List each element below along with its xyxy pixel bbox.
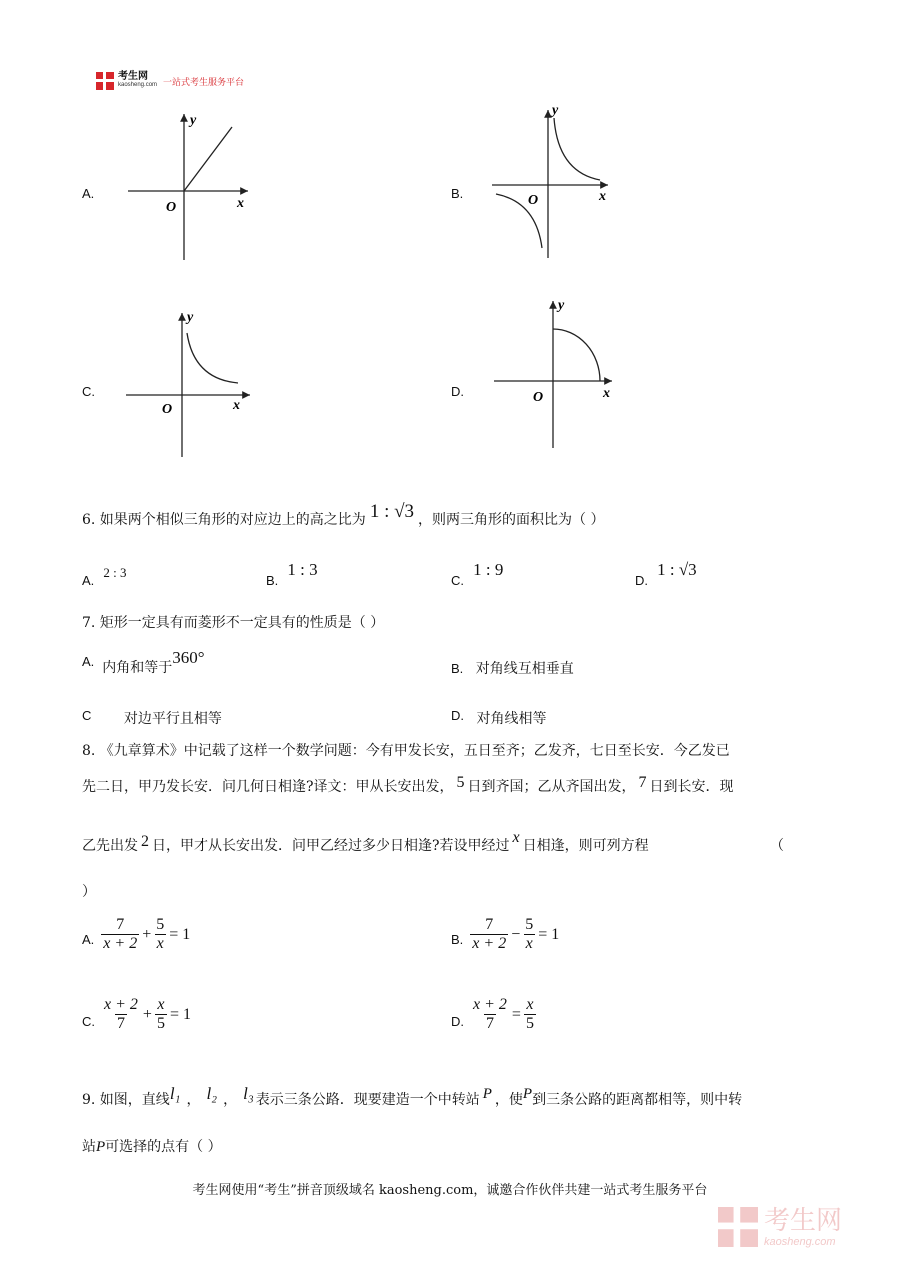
- q6-d-letter: D.: [635, 573, 648, 588]
- denominator: x + 2: [472, 935, 507, 952]
- q9-l3: l₃: [243, 1084, 254, 1103]
- fraction: [102, 996, 140, 1033]
- q8-line2-b: 日到齐国；乙从齐国出发，: [467, 779, 636, 795]
- fraction: [101, 916, 139, 953]
- hyperbola-branch-1: [554, 118, 600, 180]
- denominator: x: [156, 935, 164, 952]
- q6-a-value: 2 : 3: [103, 565, 127, 580]
- q7-a-value: 360°: [172, 648, 205, 667]
- x-label: x: [599, 189, 606, 204]
- q6-b-letter: B.: [266, 573, 279, 588]
- graph-b: [488, 100, 618, 260]
- origin-label: O: [162, 402, 173, 417]
- denominator: 7: [485, 1015, 494, 1032]
- q9-line1-b: 表示三条公路．现要建造一个中转站: [255, 1092, 480, 1108]
- q8-d-letter: D.: [451, 1014, 464, 1029]
- q7-b-letter: B.: [451, 661, 464, 676]
- brand-url: kaosheng.com: [118, 82, 158, 88]
- q8-line2-n1: 5: [456, 774, 465, 791]
- graph-b-letter: B.: [451, 186, 464, 201]
- fraction: [523, 916, 535, 953]
- q6-c-value: 1 : 9: [473, 560, 504, 579]
- q8-line3-var: x: [512, 829, 520, 846]
- q8-option-a: [82, 916, 190, 953]
- q6-suffix: ，则两三角形的面积比为（ ）: [418, 512, 605, 528]
- q9-line1: 9. 如图，直线 l₁ ， l₂ ， l₃ 表示三条公路．现要建造一个中转站 P ，使 P 到三条公路的距离都相等，则中转: [82, 1084, 743, 1108]
- q9-p-2: P: [522, 1086, 533, 1102]
- q6-option-b: [266, 560, 318, 588]
- q8-option-c: [82, 996, 191, 1033]
- q8-c-letter: C.: [82, 1014, 95, 1029]
- q7-option-b: [451, 659, 574, 679]
- q8-paren-open: （: [770, 838, 784, 854]
- numerator: 7: [485, 916, 494, 933]
- q6-b-value: 1 : 3: [287, 560, 318, 579]
- q8-option-b: [451, 916, 559, 953]
- q7-option-a: [82, 648, 205, 676]
- q9-line1-d: 到三条公路的距离都相等，则中转: [532, 1092, 743, 1108]
- q7-b-text: 对角线互相垂直: [475, 661, 574, 677]
- y-label: y: [552, 103, 559, 118]
- q9-p: P: [482, 1086, 492, 1102]
- q6-option-a: [82, 562, 127, 588]
- denominator: 5: [156, 1015, 165, 1032]
- denominator: 7: [116, 1015, 125, 1032]
- header-logo: [96, 72, 244, 90]
- q8-line2-a: 先二日，甲乃发长安．问几何日相逢?译文：甲从长安出发，: [82, 779, 454, 795]
- q8-paren-close: ）: [82, 884, 96, 900]
- operator: =: [511, 1005, 521, 1023]
- operator: +: [142, 925, 152, 943]
- q6-ratio: 1 : √3: [369, 501, 415, 522]
- q8-line3-a: 乙先出发: [82, 838, 138, 854]
- q9-line1-a: 9. 如图，直线: [82, 1092, 170, 1108]
- q7-option-d: [451, 706, 546, 726]
- origin-label: O: [528, 193, 539, 208]
- q9-line2-a: 站: [82, 1139, 96, 1155]
- operator: −: [511, 925, 521, 943]
- numerator: 5: [525, 916, 534, 933]
- q8-line2-n2: 7: [638, 774, 647, 791]
- watermark-logo-icon: [718, 1207, 758, 1247]
- q9-l1: l₁: [169, 1084, 181, 1103]
- q6-d-value: 1 : √3: [657, 560, 697, 579]
- numerator: x: [157, 996, 165, 1013]
- brand-name: 考生网: [118, 71, 148, 82]
- watermark-brand: 考生网: [764, 1206, 843, 1236]
- q6-stem: [82, 501, 605, 530]
- q7-option-c: [82, 706, 222, 726]
- operator: +: [142, 1005, 152, 1023]
- numerator: x + 2: [473, 996, 507, 1013]
- footer-text: 考生网使用“考生”拼音顶级域名 kaosheng.com，诚邀合作伙伴共建一站式考生服务平台: [192, 1183, 708, 1198]
- rhs: = 1: [169, 925, 191, 943]
- rhs: = 1: [538, 925, 560, 943]
- q6-c-letter: C.: [451, 573, 464, 588]
- q6-option-d: [635, 560, 697, 588]
- origin-label: O: [166, 200, 177, 215]
- numerator: x: [526, 996, 534, 1013]
- q8-line1: 8. 《九章算术》中记载了这样一个数学问题：今有甲发长安，五日至齐；乙发齐，七日至长安．今乙发已: [82, 743, 730, 759]
- q8-option-d: [451, 996, 536, 1033]
- q7-c-letter: C: [82, 708, 92, 723]
- x-label: x: [237, 196, 244, 211]
- q7-a-letter: A.: [82, 654, 95, 669]
- q7-stem: 7. 矩形一定具有而菱形不一定具有的性质是（ ）: [82, 615, 385, 631]
- q8-line3: [82, 829, 649, 856]
- quarter-arc: [553, 329, 600, 381]
- q7-c-text: 对边平行且相等: [123, 711, 222, 727]
- q8-line3-c: 日相逢，则可列方程: [522, 838, 649, 854]
- q6-prefix: 6. 如果两个相似三角形的对应边上的高之比为: [82, 512, 366, 528]
- fraction: [524, 996, 536, 1033]
- q9-p-3: P: [96, 1139, 106, 1155]
- q8-line2: [82, 774, 734, 797]
- hyperbola-branch: [187, 333, 238, 383]
- fraction: [471, 996, 509, 1033]
- watermark: [718, 1206, 842, 1248]
- q7-d-text: 对角线相等: [476, 711, 547, 727]
- fraction: [470, 916, 508, 953]
- q8-line3-b: 日，甲才从长安出发．问甲乙经过多少日相逢?若设甲经过: [152, 838, 510, 854]
- numerator: x + 2: [104, 996, 138, 1013]
- denominator: 5: [525, 1015, 534, 1032]
- fraction: [155, 996, 167, 1033]
- q8-line2-c: 日到长安．现: [649, 779, 734, 795]
- rhs: = 1: [169, 1005, 191, 1023]
- q6-a-letter: A.: [82, 573, 95, 588]
- denominator: x: [525, 935, 533, 952]
- q9-l2: l₂: [206, 1084, 218, 1103]
- q8-line3-n: 2: [141, 833, 149, 850]
- graph-line: [184, 127, 232, 191]
- q8-b-letter: B.: [451, 932, 464, 947]
- y-label: y: [187, 310, 194, 325]
- y-label: y: [190, 113, 197, 128]
- x-label: x: [603, 386, 610, 401]
- kaosheng-logo-icon: [96, 72, 114, 90]
- q7-d-letter: D.: [451, 708, 464, 723]
- graph-c-letter: C.: [82, 384, 95, 399]
- q9-line1-c: ，使: [494, 1092, 523, 1108]
- graph-c: [120, 305, 260, 460]
- q9-line2-b: 可选择的点有（ ）: [105, 1139, 222, 1155]
- graph-d: [490, 293, 620, 453]
- q9-line2: [82, 1137, 222, 1157]
- numerator: 7: [116, 916, 125, 933]
- y-label: y: [558, 298, 565, 313]
- q7-a-text: 内角和等于: [102, 660, 173, 676]
- denominator: x + 2: [103, 935, 138, 952]
- graph-d-letter: D.: [451, 384, 464, 399]
- fraction: [154, 916, 166, 953]
- origin-label: O: [533, 390, 544, 405]
- brand-slogan: 一站式考生服务平台: [163, 77, 245, 88]
- graph-a: [120, 100, 260, 265]
- watermark-url: kaosheng.com: [764, 1236, 836, 1248]
- graph-a-letter: A.: [82, 186, 95, 201]
- q6-option-c: [451, 560, 504, 588]
- q8-a-letter: A.: [82, 932, 95, 947]
- x-label: x: [233, 398, 240, 413]
- numerator: 5: [156, 916, 165, 933]
